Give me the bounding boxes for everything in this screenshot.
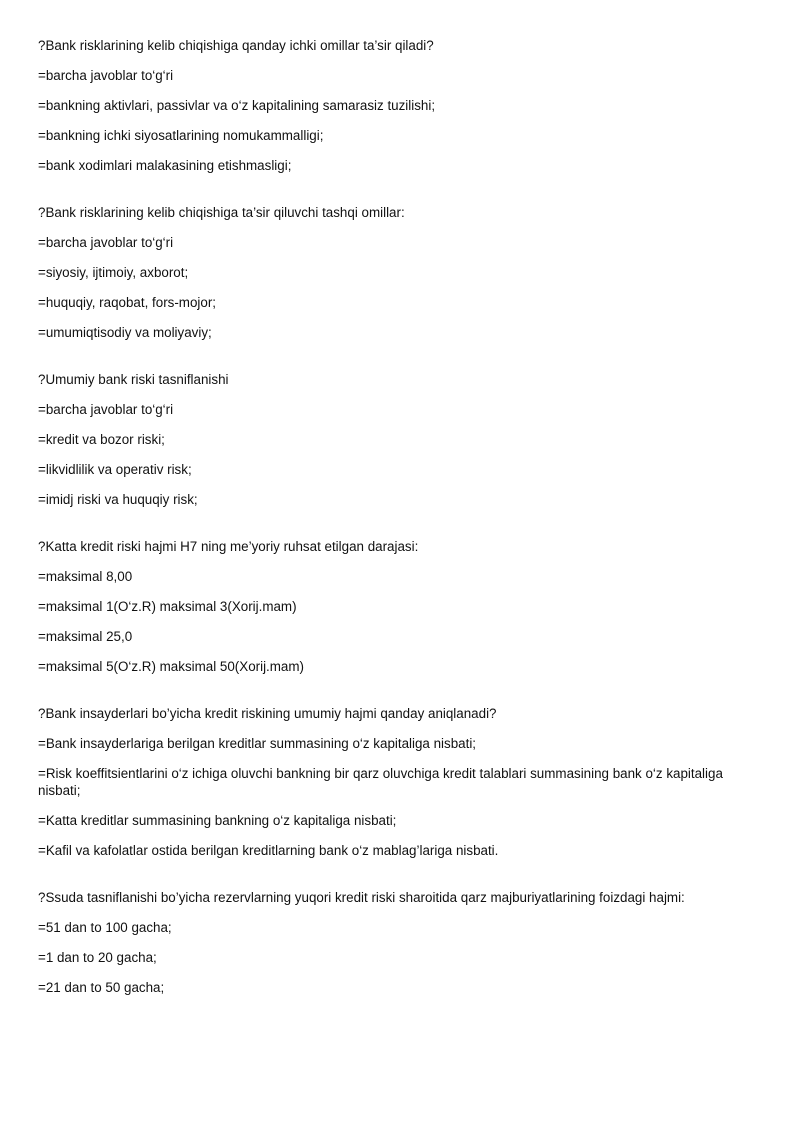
question-block-2 (38, 204, 738, 341)
answer-option: =maksimal 1(O‘z.R) maksimal 3(Xorij.mam) (38, 599, 297, 614)
answer-option: =huquqiy, raqobat, fors-mojor; (38, 295, 217, 310)
answer-option: =Risk koeffitsientlarini o‘z ichiga oluvchi bankning bir qarz oluvchiga kredit talablari summasining bank o‘z kapitaliga nisbati; (38, 766, 723, 798)
document-page (38, 37, 738, 1026)
question-text: ?Bank insayderlari bo’yicha kredit riskining umumiy hajmi qanday aniqlanadi? (38, 706, 497, 721)
answer-option: =maksimal 5(O‘z.R) maksimal 50(Xorij.mam) (38, 659, 304, 674)
question-text: ?Katta kredit riski hajmi H7 ning me’yoriy ruhsat etilgan darajasi: (38, 539, 419, 554)
question-text: ?Bank risklarining kelib chiqishiga ta’sir qiluvchi tashqi omillar: (38, 205, 405, 220)
question-text: ?Bank risklarining kelib chiqishiga qanday ichki omillar ta’sir qiladi? (38, 38, 434, 53)
answer-option: =1 dan to 20 gacha; (38, 950, 157, 965)
question-text: ?Umumiy bank riski tasniflanishi (38, 372, 229, 387)
answer-option: =umumiqtisodiy va moliyaviy; (38, 325, 212, 340)
answer-option: =maksimal 8,00 (38, 569, 133, 584)
answer-option: =kredit va bozor riski; (38, 432, 165, 447)
answer-option: =siyosiy, ijtimoiy, axborot; (38, 265, 189, 280)
answer-option: =bank xodimlari malakasining etishmasligi; (38, 158, 292, 173)
answer-option: =imidj riski va huquqiy risk; (38, 492, 198, 507)
answer-option: =barcha javoblar to‘g‘ri (38, 402, 174, 417)
question-block-3 (38, 371, 738, 508)
question-text: ?Ssuda tasniflanishi bo’yicha rezervlarning yuqori kredit riski sharoitida qarz majburiyatlarining foizdagi hajmi: (38, 890, 685, 905)
answer-option: =barcha javoblar to‘g‘ri (38, 68, 174, 83)
question-block-1 (38, 37, 738, 174)
answer-option: =likvidlilik va operativ risk; (38, 462, 192, 477)
question-block-5 (38, 705, 738, 859)
answer-option: =51 dan to 100 gacha; (38, 920, 172, 935)
answer-option: =bankning ichki siyosatlarining nomukammalligi; (38, 128, 324, 143)
answer-option: =Katta kreditlar summasining bankning o‘z kapitaliga nisbati; (38, 813, 397, 828)
answer-option: =Bank insayderlariga berilgan kreditlar summasining o‘z kapitaliga nisbati; (38, 736, 477, 751)
answer-option: =maksimal 25,0 (38, 629, 133, 644)
answer-option: =Kafil va kafolatlar ostida berilgan kreditlarning bank o‘z mablag’lariga nisbati. (38, 843, 499, 858)
answer-option: =21 dan to 50 gacha; (38, 980, 165, 995)
answer-option: =bankning aktivlari, passivlar va o‘z kapitalining samarasiz tuzilishi; (38, 98, 436, 113)
question-block-6 (38, 889, 738, 996)
question-block-4 (38, 538, 738, 675)
answer-option: =barcha javoblar to‘g‘ri (38, 235, 174, 250)
